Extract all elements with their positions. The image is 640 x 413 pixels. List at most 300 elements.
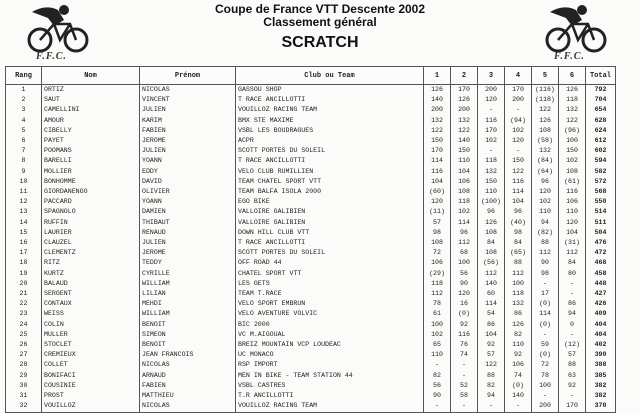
table-row <box>6 95 616 105</box>
cell-round-5: 120 <box>532 187 559 197</box>
cell-total: 448 <box>586 279 616 289</box>
table-row <box>6 279 616 289</box>
cell-nom: COLIN <box>42 320 140 330</box>
cell-round-1: (11) <box>424 207 451 217</box>
cell-prenom: YOANN <box>140 197 236 207</box>
cell-nom: PACCARD <box>42 197 140 207</box>
cell-round-1: 72 <box>424 248 451 258</box>
cell-round-6: 110 <box>559 207 586 217</box>
cell-round-5: 126 <box>532 116 559 126</box>
cell-round-6: 94 <box>559 309 586 319</box>
table-row <box>6 381 616 391</box>
cell-round-2: 200 <box>451 105 478 115</box>
cell-round-4: 200 <box>505 95 532 105</box>
cell-round-1: 118 <box>424 279 451 289</box>
cell-nom: POOMANS <box>42 146 140 156</box>
cell-prenom: NICOLAS <box>140 85 236 96</box>
cell-prenom: DAMIEN <box>140 207 236 217</box>
cell-prenom: BENOIT <box>140 320 236 330</box>
cell-round-2: 102 <box>451 207 478 217</box>
document-title: Coupe de France VTT Descente 2002 <box>214 2 426 16</box>
cell-round-6: 63 <box>559 371 586 381</box>
cell-club: VSBL CASTRES <box>236 381 424 391</box>
cell-total: 426 <box>586 299 616 309</box>
cell-round-6: 118 <box>559 95 586 105</box>
cell-round-4: (40) <box>505 218 532 228</box>
cell-round-2: 150 <box>451 146 478 156</box>
cell-round-3: 122 <box>478 360 505 370</box>
cell-round-1: 132 <box>424 116 451 126</box>
table-row <box>6 207 616 217</box>
cell-round-2: 74 <box>451 350 478 360</box>
cell-club: VSBL LES BOUDRAGUES <box>236 126 424 136</box>
cell-round-6: - <box>559 279 586 289</box>
cell-rang: 6 <box>6 136 42 146</box>
cell-total: 602 <box>586 146 616 156</box>
cell-prenom: WILLIAM <box>140 309 236 319</box>
cell-club: TEAM T.RACE <box>236 289 424 299</box>
cell-total: 382 <box>586 391 616 401</box>
cell-rang: 16 <box>6 238 42 248</box>
cell-club: T.R ANCILLOTTI <box>236 391 424 401</box>
cell-round-4: 102 <box>505 126 532 136</box>
cell-total: 385 <box>586 371 616 381</box>
cell-round-1: 122 <box>424 126 451 136</box>
cell-prenom: JULIEN <box>140 105 236 115</box>
cell-round-3: 57 <box>478 350 505 360</box>
cell-nom: CLAUZEL <box>42 238 140 248</box>
cell-round-6: 86 <box>559 299 586 309</box>
col-header-nom: Nom <box>42 67 140 85</box>
cell-total: 404 <box>586 330 616 340</box>
cell-prenom: YOANN <box>140 156 236 166</box>
cell-round-4: 98 <box>505 228 532 238</box>
cell-round-1: - <box>424 401 451 412</box>
cell-round-6: 88 <box>559 360 586 370</box>
cell-round-3: 108 <box>478 248 505 258</box>
cell-club: T RACE ANCILLOTTI <box>236 238 424 248</box>
cell-prenom: SIMEON <box>140 330 236 340</box>
cell-rang: 13 <box>6 207 42 217</box>
cell-round-4: 104 <box>505 197 532 207</box>
cell-club: OFF ROAD 44 <box>236 258 424 268</box>
cell-prenom: KARIM <box>140 116 236 126</box>
cell-rang: 10 <box>6 177 42 187</box>
cell-total: 511 <box>586 218 616 228</box>
cell-round-6: (31) <box>559 238 586 248</box>
cell-round-4: 84 <box>505 238 532 248</box>
cell-round-4: (0) <box>505 381 532 391</box>
cell-prenom: JEAN FRANCOIS <box>140 350 236 360</box>
cell-round-1: 112 <box>424 289 451 299</box>
cell-rang: 20 <box>6 279 42 289</box>
cell-round-1: 140 <box>424 95 451 105</box>
cell-club: GASSOU SHOP <box>236 85 424 96</box>
cell-rang: 28 <box>6 360 42 370</box>
cell-round-5: (118) <box>532 95 559 105</box>
cell-total: 550 <box>586 197 616 207</box>
cell-prenom: FABIEN <box>140 126 236 136</box>
table-row <box>6 238 616 248</box>
cell-club: VELO AVENTURE VOLVIC <box>236 309 424 319</box>
cell-round-2: 170 <box>451 85 478 96</box>
cell-round-1: 170 <box>424 146 451 156</box>
cell-prenom: FABIEN <box>140 381 236 391</box>
cell-prenom: LILIAN <box>140 289 236 299</box>
cell-club: VOUILLOZ RACING TEAM <box>236 105 424 115</box>
table-row <box>6 228 616 238</box>
cell-round-3: 116 <box>478 116 505 126</box>
cell-nom: BALAUD <box>42 279 140 289</box>
cell-round-4: 116 <box>505 177 532 187</box>
table-row <box>6 218 616 228</box>
cell-round-6: 106 <box>559 197 586 207</box>
cell-round-5: (116) <box>532 85 559 96</box>
cell-round-1: 82 <box>424 371 451 381</box>
cell-round-5: 88 <box>532 238 559 248</box>
table-row <box>6 146 616 156</box>
cell-club: DOWN HILL CLUB VTT <box>236 228 424 238</box>
cell-prenom: BENOIT <box>140 340 236 350</box>
cell-round-5: 78 <box>532 371 559 381</box>
cell-round-3: 118 <box>478 156 505 166</box>
cell-prenom: RENAUD <box>140 228 236 238</box>
cell-round-6: (61) <box>559 177 586 187</box>
cell-rang: 22 <box>6 299 42 309</box>
cell-round-5: 112 <box>532 248 559 258</box>
cell-total: 458 <box>586 269 616 279</box>
cell-club: VOUILLOZ RACING TEAM <box>236 401 424 412</box>
col-header-round-4: 4 <box>505 67 532 85</box>
cell-club: EGO BIKE <box>236 197 424 207</box>
table-row <box>6 116 616 126</box>
cell-round-4: - <box>505 401 532 412</box>
cell-round-4: 126 <box>505 320 532 330</box>
cell-round-4: 122 <box>505 167 532 177</box>
cell-round-3: (56) <box>478 258 505 268</box>
cell-round-6: 112 <box>559 248 586 258</box>
cell-round-5: 94 <box>532 218 559 228</box>
cell-nom: STOCLET <box>42 340 140 350</box>
cell-club: VELO SPORT EMBRUN <box>236 299 424 309</box>
cell-total: 427 <box>586 289 616 299</box>
table-row <box>6 105 616 115</box>
cell-rang: 19 <box>6 269 42 279</box>
cell-round-2: 132 <box>451 116 478 126</box>
cell-round-6: 150 <box>559 146 586 156</box>
cell-round-3: 200 <box>478 85 505 96</box>
cell-rang: 12 <box>6 197 42 207</box>
cell-total: 792 <box>586 85 616 96</box>
cell-round-6: 132 <box>559 105 586 115</box>
cell-prenom: TEDDY <box>140 258 236 268</box>
cell-round-2: 108 <box>451 187 478 197</box>
cell-rang: 17 <box>6 248 42 258</box>
cell-round-5: 72 <box>532 360 559 370</box>
cell-round-5: (0) <box>532 350 559 360</box>
cell-round-2: 110 <box>451 156 478 166</box>
cell-round-1: 120 <box>424 197 451 207</box>
cell-round-6: 104 <box>559 228 586 238</box>
table-row <box>6 360 616 370</box>
cell-round-2: 56 <box>451 269 478 279</box>
cell-round-2: 114 <box>451 218 478 228</box>
cell-club: MEN IN BIKE - TEAM STATION 44 <box>236 371 424 381</box>
cell-round-5: 102 <box>532 197 559 207</box>
cell-rang: 7 <box>6 146 42 156</box>
table-row <box>6 136 616 146</box>
cell-round-4: 114 <box>505 187 532 197</box>
cell-total: 504 <box>586 228 616 238</box>
cell-nom: CONTAUX <box>42 299 140 309</box>
cell-round-2: 118 <box>451 197 478 207</box>
cell-total: 409 <box>586 309 616 319</box>
cell-round-6: 108 <box>559 167 586 177</box>
cell-rang: 3 <box>6 105 42 115</box>
cell-round-4: - <box>505 105 532 115</box>
cell-round-3: - <box>478 146 505 156</box>
cell-round-6: 116 <box>559 187 586 197</box>
cell-round-1: 65 <box>424 340 451 350</box>
cell-nom: AMOUR <box>42 116 140 126</box>
cell-round-6: 57 <box>559 350 586 360</box>
cell-round-4: 100 <box>505 279 532 289</box>
cell-round-1: 200 <box>424 105 451 115</box>
cell-nom: WEISS <box>42 309 140 319</box>
cell-round-1: 126 <box>424 85 451 96</box>
cell-round-1: 114 <box>424 156 451 166</box>
cell-round-4: 150 <box>505 156 532 166</box>
section-heading: SCRATCH <box>281 34 359 51</box>
cell-round-2: 122 <box>451 126 478 136</box>
table-row <box>6 126 616 136</box>
cell-round-3: 102 <box>478 136 505 146</box>
cell-nom: KURTZ <box>42 269 140 279</box>
col-header-prenom: Prénom <box>140 67 236 85</box>
cell-round-1: 78 <box>424 299 451 309</box>
cell-round-2: 120 <box>451 289 478 299</box>
cell-nom: GIORDANENGO <box>42 187 140 197</box>
cell-prenom: THIBAUT <box>140 218 236 228</box>
cell-rang: 18 <box>6 258 42 268</box>
cell-round-3: 114 <box>478 299 505 309</box>
cell-nom: SPAGNOLO <box>42 207 140 217</box>
table-row <box>6 187 616 197</box>
cell-round-2: 104 <box>451 167 478 177</box>
cell-round-4: 112 <box>505 269 532 279</box>
cell-round-2: 58 <box>451 391 478 401</box>
col-header-round-1: 1 <box>424 67 451 85</box>
cell-round-5: 132 <box>532 146 559 156</box>
cell-prenom: NICOLAS <box>140 401 236 412</box>
cell-round-4: 118 <box>505 289 532 299</box>
cell-round-4: (65) <box>505 248 532 258</box>
table-row <box>6 320 616 330</box>
cell-club: T RACE ANCILLOTTI <box>236 95 424 105</box>
cell-round-5: - <box>532 391 559 401</box>
cell-round-2: 96 <box>451 228 478 238</box>
cell-nom: CIBELLY <box>42 126 140 136</box>
cell-club: VALLOIRE GALIBIEN <box>236 207 424 217</box>
cell-round-1: 61 <box>424 309 451 319</box>
cell-round-2: - <box>451 371 478 381</box>
cell-club: RSP IMPORT <box>236 360 424 370</box>
cell-round-1: 110 <box>424 350 451 360</box>
cell-round-4: - <box>505 146 532 156</box>
cell-round-2: 92 <box>451 320 478 330</box>
cell-round-6: 170 <box>559 401 586 412</box>
cell-round-5: 200 <box>532 401 559 412</box>
cell-club: BMX STE MAXIME <box>236 116 424 126</box>
table-row <box>6 330 616 340</box>
col-header-club: Club ou Team <box>236 67 424 85</box>
cell-round-5: (58) <box>532 136 559 146</box>
cell-round-3: 82 <box>478 381 505 391</box>
cell-prenom: MATTHIEU <box>140 391 236 401</box>
table-row <box>6 309 616 319</box>
cell-round-3: 108 <box>478 228 505 238</box>
col-header-round-3: 3 <box>478 67 505 85</box>
cell-prenom: DAVID <box>140 177 236 187</box>
cell-nom: CAMELLINI <box>42 105 140 115</box>
cell-round-2: 90 <box>451 279 478 289</box>
cell-prenom: WILLIAM <box>140 279 236 289</box>
cell-nom: ORTIZ <box>42 85 140 96</box>
cell-round-4: 110 <box>505 340 532 350</box>
table-row <box>6 371 616 381</box>
cell-round-4: 74 <box>505 371 532 381</box>
cell-nom: CLEMENTZ <box>42 248 140 258</box>
cell-round-3: 170 <box>478 126 505 136</box>
cell-rang: 8 <box>6 156 42 166</box>
cell-rang: 4 <box>6 116 42 126</box>
cell-rang: 27 <box>6 350 42 360</box>
cell-round-6: - <box>559 391 586 401</box>
cell-prenom: OLIVIER <box>140 187 236 197</box>
cell-round-3: 60 <box>478 289 505 299</box>
cell-round-3: 96 <box>478 207 505 217</box>
cell-club: BREIZ MOUNTAIN VCP LOUDEAC <box>236 340 424 350</box>
cell-total: 514 <box>586 207 616 217</box>
cell-round-5: 108 <box>532 126 559 136</box>
cell-round-5: 59 <box>532 340 559 350</box>
cell-round-6: 120 <box>559 218 586 228</box>
cell-prenom: JULIEN <box>140 238 236 248</box>
cell-round-2: 116 <box>451 330 478 340</box>
cell-club: SCOTT PORTES DU SOLEIL <box>236 146 424 156</box>
cell-rang: 29 <box>6 371 42 381</box>
cell-round-6: 122 <box>559 116 586 126</box>
table-row <box>6 401 616 412</box>
cell-rang: 24 <box>6 320 42 330</box>
cell-round-4: 140 <box>505 391 532 401</box>
cell-nom: SERGENT <box>42 289 140 299</box>
cell-round-4: 92 <box>505 350 532 360</box>
cell-round-6: 102 <box>559 156 586 166</box>
cell-total: 582 <box>586 167 616 177</box>
cell-rang: 25 <box>6 330 42 340</box>
cell-rang: 11 <box>6 187 42 197</box>
cell-total: 568 <box>586 187 616 197</box>
cell-rang: 32 <box>6 401 42 412</box>
cell-round-2: 112 <box>451 238 478 248</box>
cell-prenom: EDDY <box>140 167 236 177</box>
cell-prenom: NICOLAS <box>140 360 236 370</box>
table-row <box>6 340 616 350</box>
cell-nom: COUSINIE <box>42 381 140 391</box>
cell-round-2: 52 <box>451 381 478 391</box>
cell-nom: BONHOMME <box>42 177 140 187</box>
cell-nom: LAURIER <box>42 228 140 238</box>
cell-round-1: 56 <box>424 381 451 391</box>
cell-total: 468 <box>586 258 616 268</box>
cell-nom: RITZ <box>42 258 140 268</box>
table-row <box>6 289 616 299</box>
cell-round-5: 96 <box>532 177 559 187</box>
cell-prenom: MEHDI <box>140 299 236 309</box>
cell-rang: 9 <box>6 167 42 177</box>
cell-round-5: 110 <box>532 207 559 217</box>
cell-total: 390 <box>586 350 616 360</box>
cell-round-4: (94) <box>505 116 532 126</box>
cell-round-6: 100 <box>559 136 586 146</box>
cell-round-3: 104 <box>478 330 505 340</box>
cell-round-3: - <box>478 105 505 115</box>
cell-round-5: (0) <box>532 320 559 330</box>
cell-round-1: 108 <box>424 238 451 248</box>
cell-prenom: JEROME <box>140 248 236 258</box>
cell-round-1: 98 <box>424 228 451 238</box>
cell-round-1: - <box>424 360 451 370</box>
cell-round-2: - <box>451 360 478 370</box>
cell-prenom: ARNAUD <box>140 371 236 381</box>
cell-prenom: JULIEN <box>140 146 236 156</box>
cell-club: SCOTT PORTES DU SOLEIL <box>236 248 424 258</box>
table-row <box>6 248 616 258</box>
cell-round-6: (12) <box>559 340 586 350</box>
cell-nom: VOUILLOZ <box>42 401 140 412</box>
table-row <box>6 350 616 360</box>
cell-round-4: 82 <box>505 330 532 340</box>
cell-round-3: 150 <box>478 177 505 187</box>
cell-round-2: 68 <box>451 248 478 258</box>
cell-rang: 14 <box>6 218 42 228</box>
cell-total: 388 <box>586 360 616 370</box>
ffc-logo-text: F.F.C. <box>554 51 585 62</box>
cell-rang: 5 <box>6 126 42 136</box>
cell-round-1: 57 <box>424 218 451 228</box>
cell-club: VELO CLUB RUMILLIEN <box>236 167 424 177</box>
table-row <box>6 258 616 268</box>
cell-club: T RACE ANCILLOTTI <box>236 156 424 166</box>
cell-round-2: 76 <box>451 340 478 350</box>
cell-rang: 26 <box>6 340 42 350</box>
cell-nom: SAUT <box>42 95 140 105</box>
cell-round-1: (29) <box>424 269 451 279</box>
cell-round-3: 88 <box>478 371 505 381</box>
cell-total: 472 <box>586 248 616 258</box>
cell-club: CHATEL SPORT VTT <box>236 269 424 279</box>
cell-round-6: 92 <box>559 381 586 391</box>
cell-rang: 1 <box>6 85 42 96</box>
ffc-logo-text: F.F.C. <box>36 51 67 62</box>
cell-round-3: 112 <box>478 269 505 279</box>
cell-round-5: 17 <box>532 289 559 299</box>
col-header-round-5: 5 <box>532 67 559 85</box>
cell-total: 370 <box>586 401 616 412</box>
cell-club: TEAM CHATEL SPORT VTT <box>236 177 424 187</box>
cell-total: 404 <box>586 320 616 330</box>
